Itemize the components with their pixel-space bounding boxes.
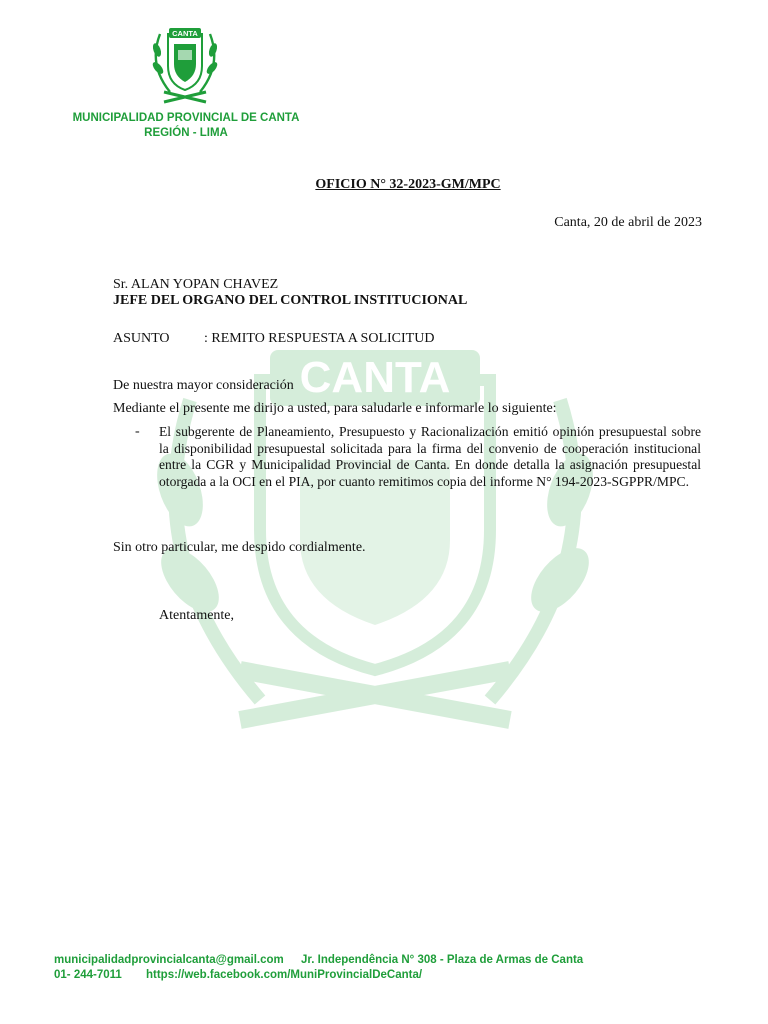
- footer-address: Jr. Independência N° 308 - Plaza de Armas de Canta: [301, 954, 584, 966]
- org-region: REGIÓN - LIMA: [144, 127, 228, 139]
- greeting: De nuestra mayor consideración: [113, 378, 294, 393]
- footer-phone: 01- 244-7011: [54, 969, 122, 981]
- municipal-coat-of-arms-icon: [150, 20, 220, 112]
- recipient-title: JEFE DEL ORGANO DEL CONTROL INSTITUCIONAL: [113, 293, 468, 308]
- logo-text: CANTA: [172, 29, 198, 38]
- subject-label: ASUNTO: [113, 331, 170, 346]
- document-title: OFICIO N° 32-2023-GM/MPC: [315, 177, 501, 192]
- bullet-paragraph: El subgerente de Planeamiento, Presupuesto y Racionalización emitió opinión presupuestal sobre la disponibilidad presupuestal solicitada para la firma del convenio de cooperación institucional entre la CGR y Municipalidad Provincial de Canta. En donde detalla la asignación presupuestal otorgada a la OCI en el PIA, por cuanto remitimos copia del informe N° 194-2023-SGPPR/MPC.: [159, 424, 701, 489]
- watermark-text: CANTA: [299, 353, 451, 402]
- recipient-name: Sr. ALAN YOPAN CHAVEZ: [113, 277, 279, 292]
- regards-line: Atentamente,: [159, 608, 235, 623]
- intro-paragraph: Mediante el presente me dirijo a usted, para saludarle e informarle lo siguiente:: [113, 401, 557, 416]
- document-date: Canta, 20 de abril de 2023: [554, 215, 702, 230]
- bullet-marker: -: [135, 424, 140, 439]
- subject-value: : REMITO RESPUESTA A SOLICITUD: [204, 331, 435, 346]
- footer-facebook: https://web.facebook.com/MuniProvincialDeCanta/: [146, 969, 423, 981]
- org-name: MUNICIPALIDAD PROVINCIAL DE CANTA: [72, 112, 300, 124]
- footer-email: municipalidadprovincialcanta@gmail.com: [54, 954, 284, 966]
- closing-line: Sin otro particular, me despido cordialmente.: [113, 540, 366, 555]
